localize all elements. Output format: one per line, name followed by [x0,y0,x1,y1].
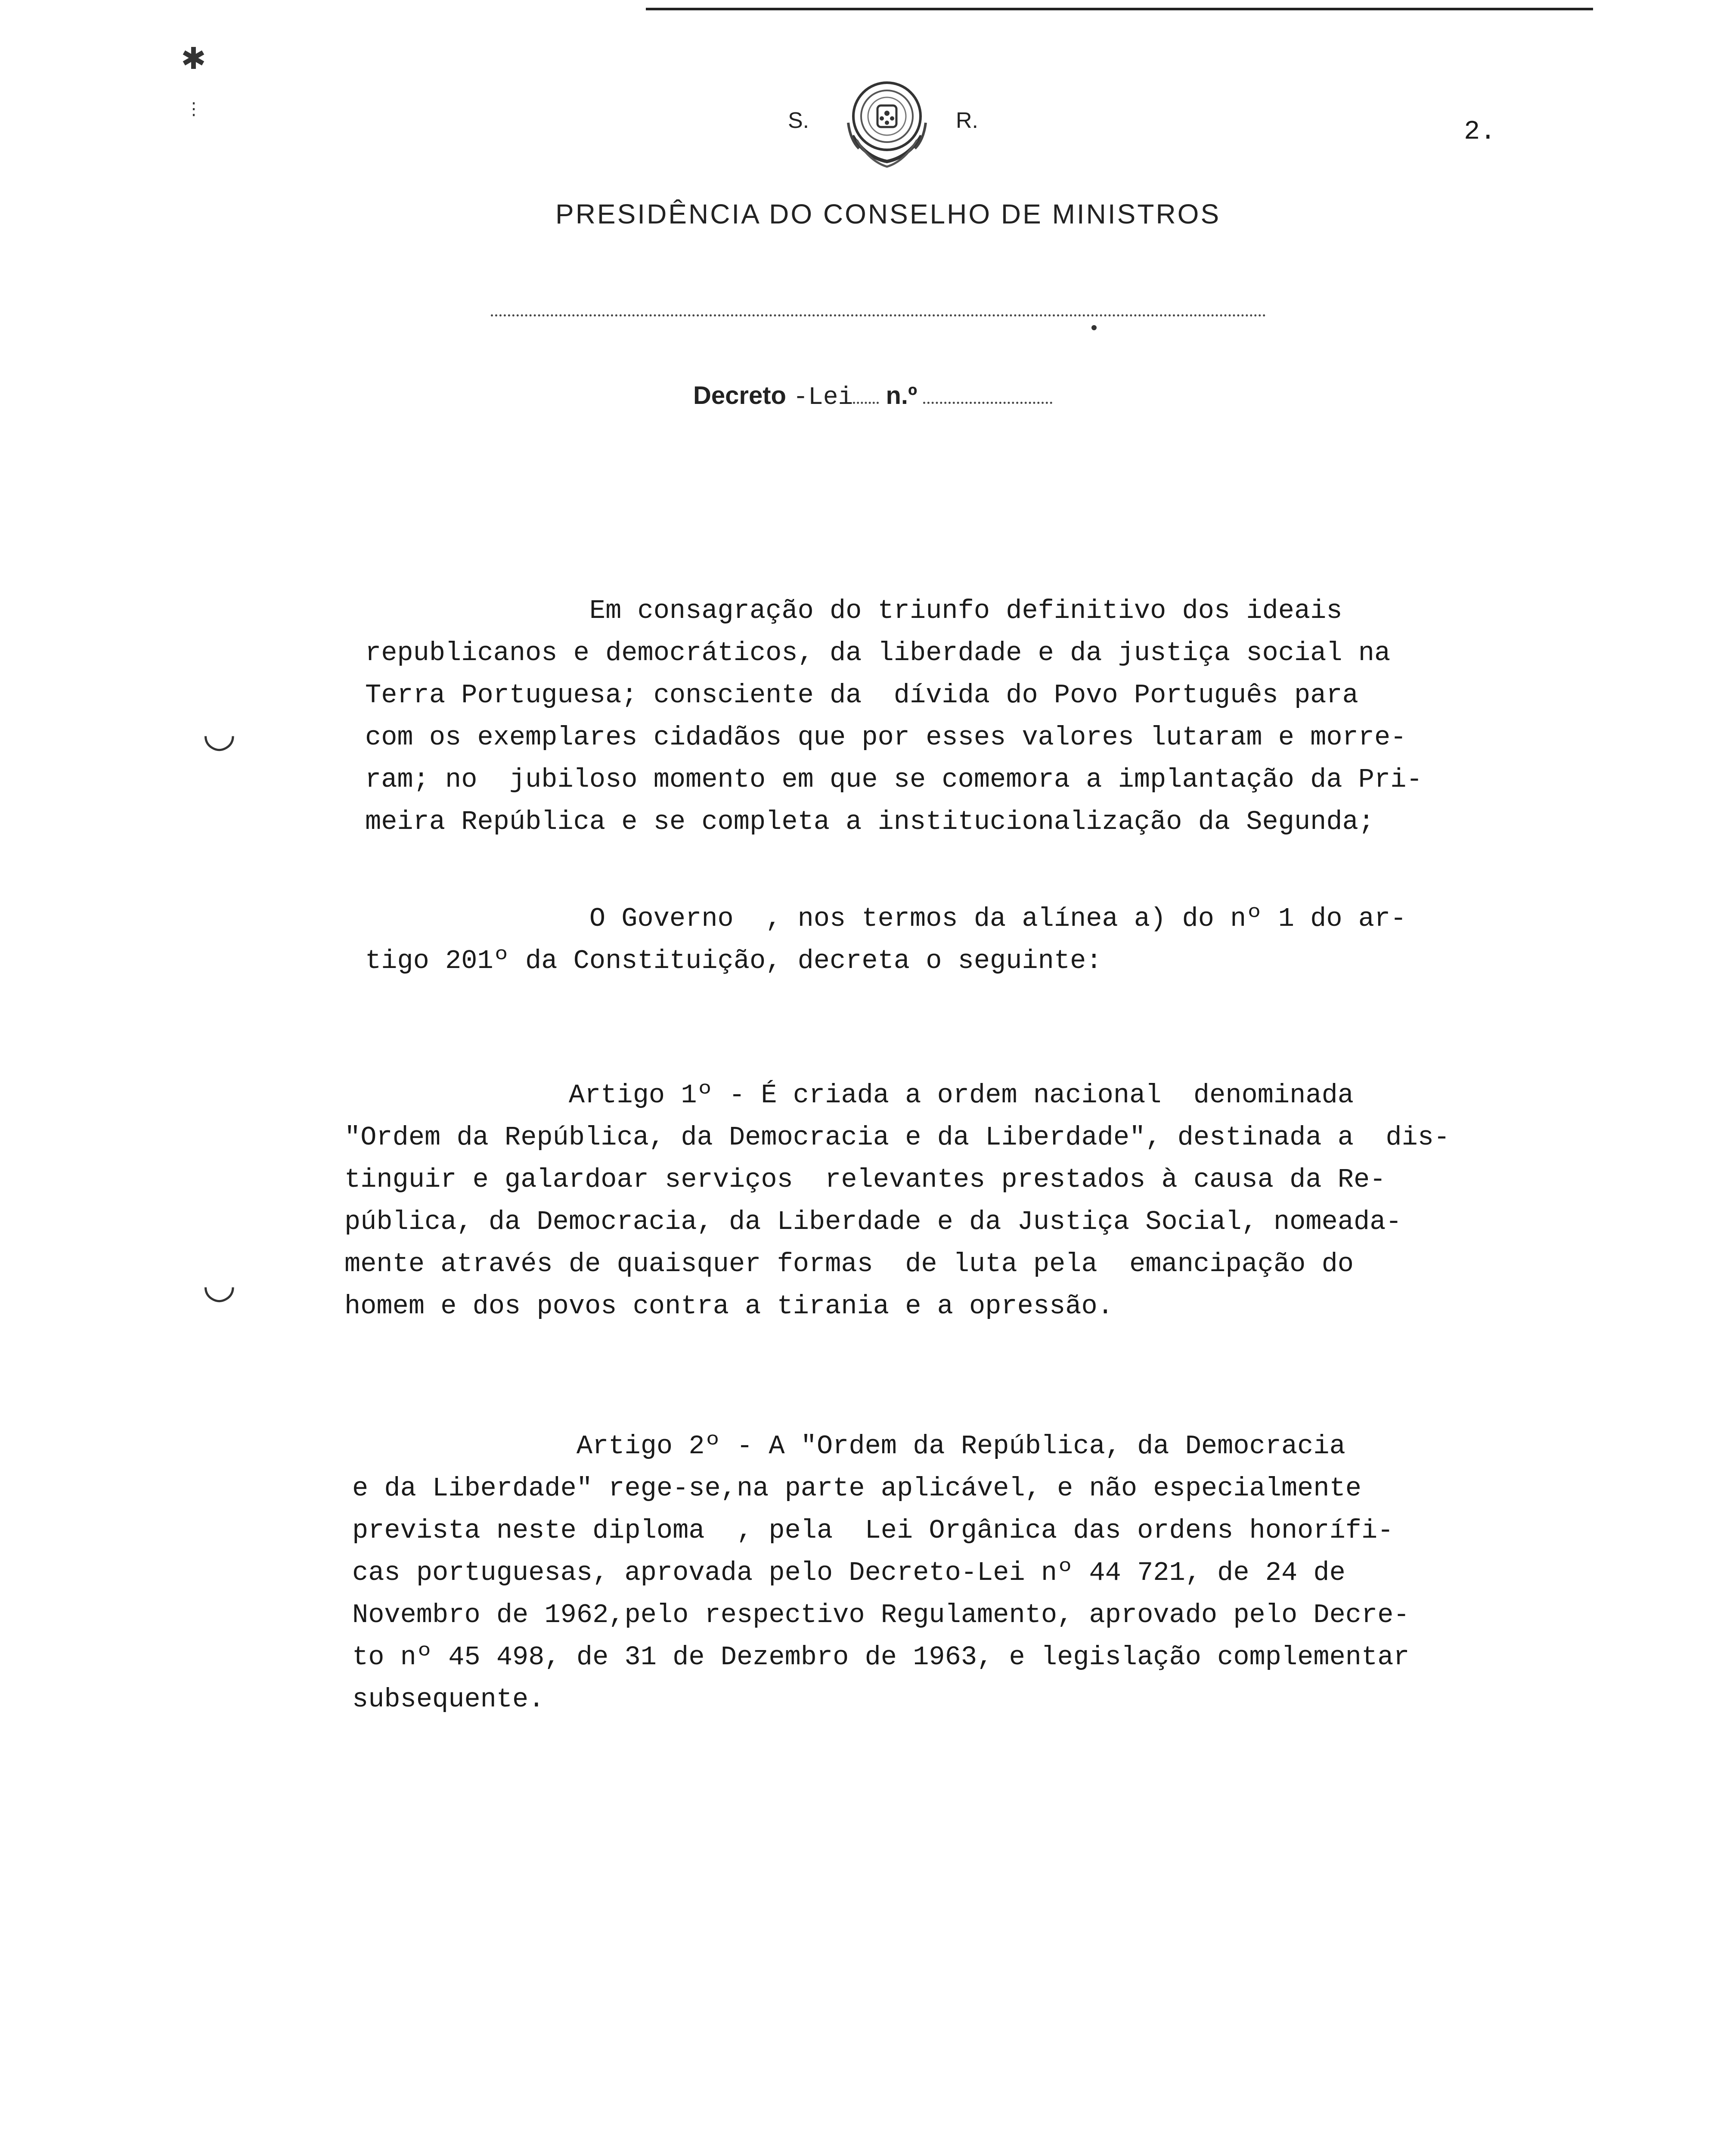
text-line: O Governo , nos termos da alínea a) do nº 1 do ar- [365,903,1407,934]
text-line: republicanos e democráticos, da liberdade e da justiça social na [365,638,1391,668]
text-line: com os exemplares cidadãos que por esses valores lutaram e morre- [365,722,1407,753]
text-line: e da Liberdade" rege-se,na parte aplicável, e não especialmente [352,1473,1361,1504]
scan-mark: ◡ [202,1262,236,1307]
scan-mark: ⋮ [185,99,202,119]
text-line: prevista neste diploma , pela Lei Orgânica das ordens honorífi- [352,1515,1394,1546]
decree-type: -Lei [793,384,853,412]
header-letter-r: R. [956,108,978,133]
text-line: Em consagração do triunfo definitivo dos ideais [365,596,1342,626]
enacting-clause [365,898,1406,982]
text-line: ram; no jubiloso momento em que se comemora a implantação da Pri- [365,764,1423,795]
text-line: pública, da Democracia, da Liberdade e da Justiça Social, nomeada- [344,1207,1402,1237]
page-number: 2. [1464,116,1496,147]
text-line: "Ordem da República, da Democracia e da Liberdade", destinada a dis- [344,1122,1450,1153]
coat-of-arms-seal-icon [840,75,934,174]
text-line: meira República e se completa a institucionalização da Segunda; [365,807,1374,837]
text-line: homem e dos povos contra a tirania e a opressão. [344,1291,1113,1322]
decree-label: Decreto [693,382,786,410]
decree-number-label: n.º [886,382,918,410]
ink-dot [1091,325,1097,330]
text-line: cas portuguesas, aprovada pelo Decreto-Lei nº 44 721, de 24 de [352,1557,1345,1588]
text-line: Novembro de 1962,pelo respectivo Regulamento, aprovado pelo Decre- [352,1600,1410,1630]
text-line: Terra Portuguesa; consciente da dívida do Povo Português para [365,680,1358,710]
decree-type-dots [853,402,879,404]
text-line: to nº 45 498, de 31 de Dezembro de 1963, e legislação complementar [352,1642,1410,1672]
article-1-paragraph [344,1074,1450,1328]
text-line: Artigo 2º - A "Ordem da República, da Democracia [352,1431,1345,1461]
text-line: tinguir e galardoar serviços relevantes prestados à causa da Re- [344,1164,1386,1195]
dotted-rule [491,314,1266,316]
header-letter-s: S. [788,108,809,133]
decree-number-blank [923,402,1052,404]
decree-heading [693,381,1052,412]
office-title: PRESIDÊNCIA DO CONSELHO DE MINISTROS [555,199,1221,230]
article-2-paragraph [352,1425,1410,1721]
text-line: subsequente. [352,1684,545,1715]
preamble-paragraph [365,590,1423,843]
text-line: mente através de quaisquer formas de luta pela emancipação do [344,1249,1354,1279]
top-edge-rule [646,8,1593,10]
text-line: tigo 201º da Constituição, decreta o seguinte: [365,946,1102,976]
scan-mark: ✱ [181,41,206,76]
text-line: Artigo 1º - É criada a ordem nacional denominada [344,1080,1354,1111]
scan-mark: ◡ [202,710,236,756]
